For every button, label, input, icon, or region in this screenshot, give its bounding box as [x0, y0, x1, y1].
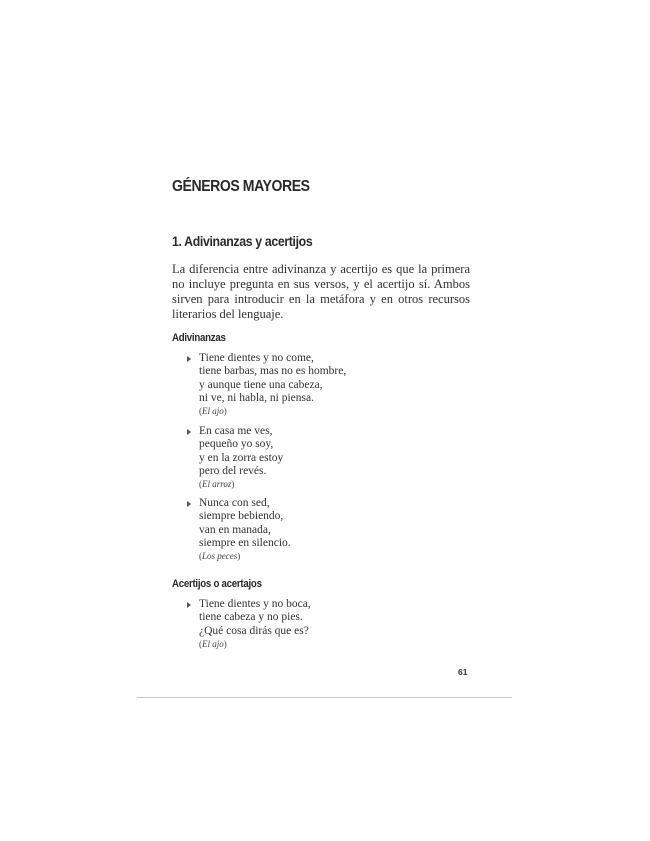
riddle-verses [199, 352, 427, 418]
riddle-answer: (El ajo) [199, 638, 227, 649]
riddle-answer: (El arroz) [199, 479, 235, 490]
bullet-icon [187, 602, 191, 608]
riddle-item [187, 425, 427, 491]
bullet-icon [187, 429, 191, 435]
verse-line: y aunque tiene una cabeza, [199, 378, 323, 391]
riddle-item [187, 497, 427, 563]
page-number: 61 [458, 667, 468, 677]
verse-line: tiene barbas, mas no es hombre, [199, 365, 347, 378]
verse-line: siempre en silencio. [199, 536, 291, 549]
subsection-title: 1. Adivinanzas y acertijos [172, 233, 313, 249]
bullet-icon [187, 356, 191, 362]
verse-line: pero del revés. [199, 464, 267, 477]
verse-line: y en la zorra estoy [199, 451, 284, 464]
verse-line: van en manada, [199, 523, 271, 536]
riddle-answer: (Los peces) [199, 551, 241, 562]
verse-line: ¿Qué cosa dirás que es? [199, 624, 309, 637]
intro-paragraph: La diferencia entre adivinanza y acertijo es que la primera no incluye pregunta en sus versos, y el acertijo sí. Ambos sirven para introducir en la metáfora y en otros recursos literarios del lenguaje. [172, 262, 470, 321]
verse-line: En casa me ves, [199, 425, 273, 437]
riddle-verses [199, 497, 427, 563]
riddle-verses [199, 598, 427, 651]
verse-line: pequeño yo soy, [199, 438, 274, 451]
verse-line: ni ve, ni habla, ni piensa. [199, 391, 314, 404]
riddle-item [187, 352, 427, 418]
adivinanzas-heading: Adivinanzas [172, 332, 226, 344]
footer-divider [137, 697, 512, 698]
riddle-verses [199, 425, 427, 491]
verse-line: siempre bebiendo, [199, 510, 284, 523]
riddle-item [187, 598, 427, 651]
verse-line: Tiene dientes y no come, [199, 352, 314, 364]
verse-line: tiene cabeza y no pies. [199, 611, 303, 624]
verse-line: Nunca con sed, [199, 497, 270, 509]
bullet-icon [187, 501, 191, 507]
section-title: GÉNEROS MAYORES [172, 178, 310, 195]
acertijos-heading: Acertijos o acertajos [172, 578, 262, 590]
riddle-answer: (El ajo) [199, 406, 227, 417]
verse-line: Tiene dientes y no boca, [199, 598, 311, 610]
